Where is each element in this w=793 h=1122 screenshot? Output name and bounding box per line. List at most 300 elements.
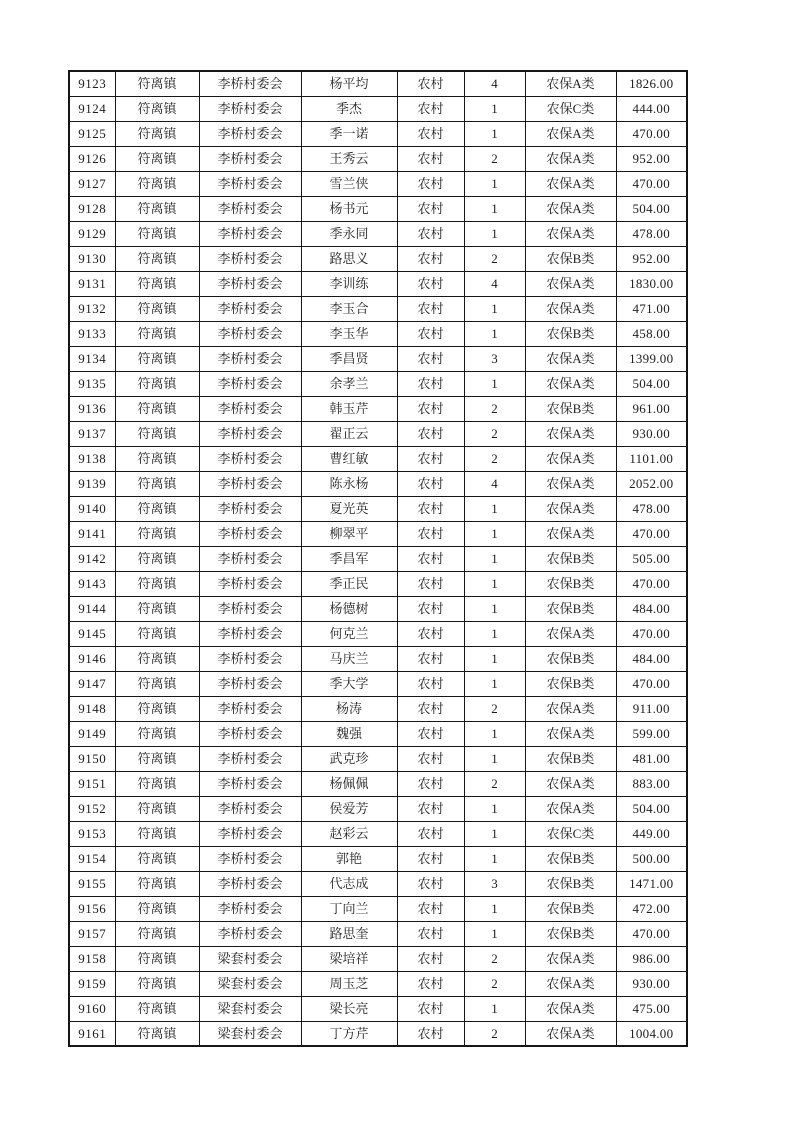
cell-amount: 504.00	[616, 196, 687, 221]
cell-category: 农保B类	[525, 546, 616, 571]
cell-amount: 444.00	[616, 96, 687, 121]
cell-amount: 470.00	[616, 121, 687, 146]
cell-count: 2	[464, 396, 525, 421]
cell-name: 何克兰	[301, 621, 397, 646]
cell-name: 梁长亮	[301, 996, 397, 1021]
cell-category: 农保A类	[525, 296, 616, 321]
cell-id: 9154	[69, 846, 115, 871]
cell-id: 9129	[69, 221, 115, 246]
cell-name: 陈永杨	[301, 471, 397, 496]
cell-id: 9156	[69, 896, 115, 921]
cell-id: 9136	[69, 396, 115, 421]
cell-id: 9134	[69, 346, 115, 371]
cell-village: 李桥村委会	[199, 171, 301, 196]
cell-amount: 484.00	[616, 596, 687, 621]
cell-town: 符离镇	[115, 1021, 199, 1046]
cell-town: 符离镇	[115, 446, 199, 471]
cell-count: 1	[464, 296, 525, 321]
cell-town: 符离镇	[115, 221, 199, 246]
cell-amount: 472.00	[616, 896, 687, 921]
cell-village: 李桥村委会	[199, 871, 301, 896]
cell-category: 农保B类	[525, 896, 616, 921]
cell-town: 符离镇	[115, 846, 199, 871]
cell-amount: 478.00	[616, 221, 687, 246]
cell-id: 9157	[69, 921, 115, 946]
table-row	[69, 146, 687, 171]
cell-village: 李桥村委会	[199, 596, 301, 621]
cell-village: 李桥村委会	[199, 671, 301, 696]
cell-town: 符离镇	[115, 71, 199, 96]
cell-name: 翟正云	[301, 421, 397, 446]
cell-name: 侯爱芳	[301, 796, 397, 821]
cell-residence: 农村	[397, 321, 464, 346]
cell-id: 9127	[69, 171, 115, 196]
cell-village: 李桥村委会	[199, 846, 301, 871]
cell-id: 9128	[69, 196, 115, 221]
cell-town: 符离镇	[115, 921, 199, 946]
cell-village: 李桥村委会	[199, 696, 301, 721]
cell-residence: 农村	[397, 421, 464, 446]
cell-amount: 1830.00	[616, 271, 687, 296]
cell-residence: 农村	[397, 696, 464, 721]
cell-residence: 农村	[397, 196, 464, 221]
table-row	[69, 446, 687, 471]
cell-name: 周玉芝	[301, 971, 397, 996]
cell-residence: 农村	[397, 796, 464, 821]
cell-residence: 农村	[397, 121, 464, 146]
cell-category: 农保C类	[525, 821, 616, 846]
cell-town: 符离镇	[115, 271, 199, 296]
cell-village: 梁套村委会	[199, 971, 301, 996]
cell-category: 农保A类	[525, 221, 616, 246]
cell-count: 2	[464, 146, 525, 171]
cell-category: 农保A类	[525, 721, 616, 746]
cell-id: 9153	[69, 821, 115, 846]
cell-amount: 470.00	[616, 621, 687, 646]
cell-residence: 农村	[397, 271, 464, 296]
cell-count: 1	[464, 96, 525, 121]
cell-village: 李桥村委会	[199, 296, 301, 321]
cell-amount: 911.00	[616, 696, 687, 721]
cell-village: 李桥村委会	[199, 521, 301, 546]
cell-category: 农保C类	[525, 96, 616, 121]
table-row	[69, 596, 687, 621]
cell-id: 9142	[69, 546, 115, 571]
cell-village: 李桥村委会	[199, 746, 301, 771]
table-row	[69, 646, 687, 671]
table-row	[69, 371, 687, 396]
cell-name: 季正民	[301, 571, 397, 596]
cell-id: 9133	[69, 321, 115, 346]
cell-village: 李桥村委会	[199, 821, 301, 846]
cell-town: 符离镇	[115, 521, 199, 546]
cell-category: 农保B类	[525, 396, 616, 421]
cell-count: 2	[464, 696, 525, 721]
cell-count: 1	[464, 171, 525, 196]
cell-name: 杨佩佩	[301, 771, 397, 796]
cell-category: 农保A类	[525, 1021, 616, 1046]
cell-residence: 农村	[397, 71, 464, 96]
cell-count: 1	[464, 321, 525, 346]
cell-town: 符离镇	[115, 296, 199, 321]
cell-category: 农保A类	[525, 471, 616, 496]
cell-town: 符离镇	[115, 471, 199, 496]
cell-amount: 470.00	[616, 671, 687, 696]
table-row	[69, 871, 687, 896]
cell-id: 9123	[69, 71, 115, 96]
cell-name: 季昌贤	[301, 346, 397, 371]
cell-count: 2	[464, 246, 525, 271]
cell-town: 符离镇	[115, 896, 199, 921]
table-row	[69, 796, 687, 821]
cell-category: 农保B类	[525, 671, 616, 696]
table-row	[69, 221, 687, 246]
cell-residence: 农村	[397, 746, 464, 771]
table-row	[69, 296, 687, 321]
cell-town: 符离镇	[115, 496, 199, 521]
cell-amount: 961.00	[616, 396, 687, 421]
cell-id: 9161	[69, 1021, 115, 1046]
cell-category: 农保B类	[525, 646, 616, 671]
table-row	[69, 996, 687, 1021]
cell-amount: 470.00	[616, 171, 687, 196]
table-row	[69, 521, 687, 546]
cell-amount: 481.00	[616, 746, 687, 771]
cell-village: 李桥村委会	[199, 221, 301, 246]
cell-town: 符离镇	[115, 646, 199, 671]
cell-town: 符离镇	[115, 671, 199, 696]
cell-residence: 农村	[397, 371, 464, 396]
cell-category: 农保A类	[525, 271, 616, 296]
cell-residence: 农村	[397, 1021, 464, 1046]
cell-name: 魏强	[301, 721, 397, 746]
cell-amount: 484.00	[616, 646, 687, 671]
cell-town: 符离镇	[115, 696, 199, 721]
cell-count: 4	[464, 471, 525, 496]
cell-village: 梁套村委会	[199, 996, 301, 1021]
cell-village: 李桥村委会	[199, 796, 301, 821]
cell-count: 1	[464, 521, 525, 546]
cell-residence: 农村	[397, 671, 464, 696]
cell-id: 9145	[69, 621, 115, 646]
insurance-roster-table	[68, 70, 688, 1047]
cell-village: 李桥村委会	[199, 546, 301, 571]
cell-count: 1	[464, 671, 525, 696]
cell-count: 1	[464, 821, 525, 846]
cell-residence: 农村	[397, 96, 464, 121]
cell-category: 农保B类	[525, 571, 616, 596]
cell-name: 路思奎	[301, 921, 397, 946]
cell-village: 李桥村委会	[199, 396, 301, 421]
cell-amount: 1004.00	[616, 1021, 687, 1046]
cell-count: 3	[464, 346, 525, 371]
cell-count: 1	[464, 996, 525, 1021]
cell-count: 1	[464, 721, 525, 746]
cell-town: 符离镇	[115, 971, 199, 996]
cell-id: 9124	[69, 96, 115, 121]
cell-category: 农保B类	[525, 246, 616, 271]
cell-village: 李桥村委会	[199, 146, 301, 171]
cell-name: 季大学	[301, 671, 397, 696]
cell-village: 梁套村委会	[199, 1021, 301, 1046]
cell-residence: 农村	[397, 646, 464, 671]
cell-id: 9125	[69, 121, 115, 146]
cell-residence: 农村	[397, 246, 464, 271]
cell-amount: 478.00	[616, 496, 687, 521]
cell-residence: 农村	[397, 946, 464, 971]
cell-residence: 农村	[397, 546, 464, 571]
cell-category: 农保A类	[525, 371, 616, 396]
table-row	[69, 496, 687, 521]
cell-id: 9152	[69, 796, 115, 821]
cell-count: 1	[464, 896, 525, 921]
cell-name: 季昌军	[301, 546, 397, 571]
cell-category: 农保A类	[525, 796, 616, 821]
cell-id: 9135	[69, 371, 115, 396]
table-row	[69, 121, 687, 146]
cell-town: 符离镇	[115, 821, 199, 846]
cell-name: 夏光英	[301, 496, 397, 521]
cell-village: 李桥村委会	[199, 121, 301, 146]
cell-count: 3	[464, 871, 525, 896]
cell-village: 梁套村委会	[199, 946, 301, 971]
cell-count: 4	[464, 71, 525, 96]
cell-town: 符离镇	[115, 621, 199, 646]
cell-count: 4	[464, 271, 525, 296]
cell-amount: 449.00	[616, 821, 687, 846]
cell-id: 9151	[69, 771, 115, 796]
cell-name: 柳翠平	[301, 521, 397, 546]
cell-village: 李桥村委会	[199, 421, 301, 446]
cell-village: 李桥村委会	[199, 496, 301, 521]
cell-category: 农保A类	[525, 946, 616, 971]
cell-amount: 930.00	[616, 421, 687, 446]
cell-name: 杨德树	[301, 596, 397, 621]
cell-category: 农保A类	[525, 121, 616, 146]
cell-id: 9140	[69, 496, 115, 521]
cell-name: 赵彩云	[301, 821, 397, 846]
cell-village: 李桥村委会	[199, 196, 301, 221]
cell-id: 9143	[69, 571, 115, 596]
cell-id: 9132	[69, 296, 115, 321]
table-row	[69, 271, 687, 296]
cell-residence: 农村	[397, 771, 464, 796]
cell-category: 农保A类	[525, 346, 616, 371]
cell-category: 农保A类	[525, 521, 616, 546]
cell-town: 符离镇	[115, 246, 199, 271]
cell-id: 9138	[69, 446, 115, 471]
cell-count: 1	[464, 846, 525, 871]
table-row	[69, 1021, 687, 1046]
cell-amount: 470.00	[616, 571, 687, 596]
table-row	[69, 196, 687, 221]
cell-residence: 农村	[397, 846, 464, 871]
table-row	[69, 346, 687, 371]
cell-name: 季永同	[301, 221, 397, 246]
cell-village: 李桥村委会	[199, 271, 301, 296]
cell-town: 符离镇	[115, 946, 199, 971]
cell-category: 农保A类	[525, 446, 616, 471]
cell-id: 9159	[69, 971, 115, 996]
cell-name: 季杰	[301, 96, 397, 121]
cell-town: 符离镇	[115, 546, 199, 571]
cell-name: 代志成	[301, 871, 397, 896]
cell-town: 符离镇	[115, 96, 199, 121]
cell-category: 农保A类	[525, 696, 616, 721]
table-row	[69, 896, 687, 921]
table-row	[69, 571, 687, 596]
table-row	[69, 971, 687, 996]
cell-town: 符离镇	[115, 196, 199, 221]
cell-id: 9155	[69, 871, 115, 896]
cell-amount: 883.00	[616, 771, 687, 796]
cell-name: 李玉合	[301, 296, 397, 321]
cell-village: 李桥村委会	[199, 896, 301, 921]
cell-amount: 2052.00	[616, 471, 687, 496]
cell-amount: 1471.00	[616, 871, 687, 896]
cell-town: 符离镇	[115, 321, 199, 346]
cell-amount: 458.00	[616, 321, 687, 346]
cell-residence: 农村	[397, 571, 464, 596]
table-row	[69, 821, 687, 846]
cell-category: 农保B类	[525, 871, 616, 896]
cell-residence: 农村	[397, 971, 464, 996]
cell-category: 农保B类	[525, 846, 616, 871]
cell-name: 梁培祥	[301, 946, 397, 971]
cell-town: 符离镇	[115, 796, 199, 821]
cell-category: 农保B类	[525, 921, 616, 946]
cell-village: 李桥村委会	[199, 721, 301, 746]
cell-residence: 农村	[397, 721, 464, 746]
cell-id: 9131	[69, 271, 115, 296]
cell-residence: 农村	[397, 146, 464, 171]
cell-count: 1	[464, 496, 525, 521]
table-row	[69, 621, 687, 646]
cell-id: 9139	[69, 471, 115, 496]
cell-residence: 农村	[397, 496, 464, 521]
cell-amount: 470.00	[616, 921, 687, 946]
cell-name: 杨平均	[301, 71, 397, 96]
cell-village: 李桥村委会	[199, 921, 301, 946]
cell-id: 9146	[69, 646, 115, 671]
cell-town: 符离镇	[115, 121, 199, 146]
table-row	[69, 421, 687, 446]
cell-id: 9158	[69, 946, 115, 971]
cell-id: 9130	[69, 246, 115, 271]
cell-amount: 930.00	[616, 971, 687, 996]
cell-village: 李桥村委会	[199, 371, 301, 396]
cell-town: 符离镇	[115, 596, 199, 621]
cell-amount: 599.00	[616, 721, 687, 746]
cell-village: 李桥村委会	[199, 471, 301, 496]
table-row	[69, 71, 687, 96]
cell-category: 农保A类	[525, 971, 616, 996]
cell-residence: 农村	[397, 596, 464, 621]
table-body	[69, 71, 687, 1046]
cell-count: 2	[464, 446, 525, 471]
cell-count: 1	[464, 746, 525, 771]
cell-residence: 农村	[397, 446, 464, 471]
table-row	[69, 471, 687, 496]
table-row	[69, 246, 687, 271]
cell-residence: 农村	[397, 521, 464, 546]
cell-count: 2	[464, 421, 525, 446]
cell-count: 1	[464, 796, 525, 821]
cell-name: 武克珍	[301, 746, 397, 771]
cell-amount: 471.00	[616, 296, 687, 321]
cell-category: 农保B类	[525, 596, 616, 621]
table-row	[69, 321, 687, 346]
cell-amount: 505.00	[616, 546, 687, 571]
cell-name: 马庆兰	[301, 646, 397, 671]
cell-name: 雪兰侠	[301, 171, 397, 196]
cell-town: 符离镇	[115, 771, 199, 796]
cell-town: 符离镇	[115, 871, 199, 896]
cell-amount: 470.00	[616, 521, 687, 546]
table-row	[69, 171, 687, 196]
cell-id: 9150	[69, 746, 115, 771]
table-row	[69, 846, 687, 871]
cell-category: 农保A类	[525, 496, 616, 521]
cell-count: 1	[464, 571, 525, 596]
cell-name: 杨涛	[301, 696, 397, 721]
cell-village: 李桥村委会	[199, 246, 301, 271]
cell-name: 王秀云	[301, 146, 397, 171]
table-row	[69, 696, 687, 721]
cell-category: 农保A类	[525, 996, 616, 1021]
cell-category: 农保A类	[525, 146, 616, 171]
cell-id: 9147	[69, 671, 115, 696]
cell-town: 符离镇	[115, 996, 199, 1021]
cell-residence: 农村	[397, 896, 464, 921]
cell-residence: 农村	[397, 921, 464, 946]
cell-name: 季一诺	[301, 121, 397, 146]
cell-count: 2	[464, 1021, 525, 1046]
cell-residence: 农村	[397, 621, 464, 646]
cell-id: 9141	[69, 521, 115, 546]
cell-category: 农保A类	[525, 171, 616, 196]
cell-town: 符离镇	[115, 146, 199, 171]
cell-category: 农保B类	[525, 321, 616, 346]
cell-category: 农保A类	[525, 771, 616, 796]
cell-amount: 1399.00	[616, 346, 687, 371]
cell-town: 符离镇	[115, 421, 199, 446]
cell-count: 1	[464, 221, 525, 246]
cell-category: 农保A类	[525, 71, 616, 96]
cell-id: 9148	[69, 696, 115, 721]
cell-amount: 1826.00	[616, 71, 687, 96]
cell-residence: 农村	[397, 346, 464, 371]
cell-village: 李桥村委会	[199, 71, 301, 96]
cell-amount: 952.00	[616, 246, 687, 271]
cell-count: 1	[464, 121, 525, 146]
cell-town: 符离镇	[115, 396, 199, 421]
cell-name: 郭艳	[301, 846, 397, 871]
table-row	[69, 546, 687, 571]
cell-count: 1	[464, 196, 525, 221]
cell-name: 李玉华	[301, 321, 397, 346]
cell-amount: 475.00	[616, 996, 687, 1021]
cell-town: 符离镇	[115, 346, 199, 371]
cell-name: 杨书元	[301, 196, 397, 221]
cell-amount: 504.00	[616, 371, 687, 396]
table-row	[69, 746, 687, 771]
cell-residence: 农村	[397, 171, 464, 196]
cell-name: 余孝兰	[301, 371, 397, 396]
cell-count: 1	[464, 921, 525, 946]
cell-name: 韩玉芹	[301, 396, 397, 421]
cell-count: 2	[464, 771, 525, 796]
